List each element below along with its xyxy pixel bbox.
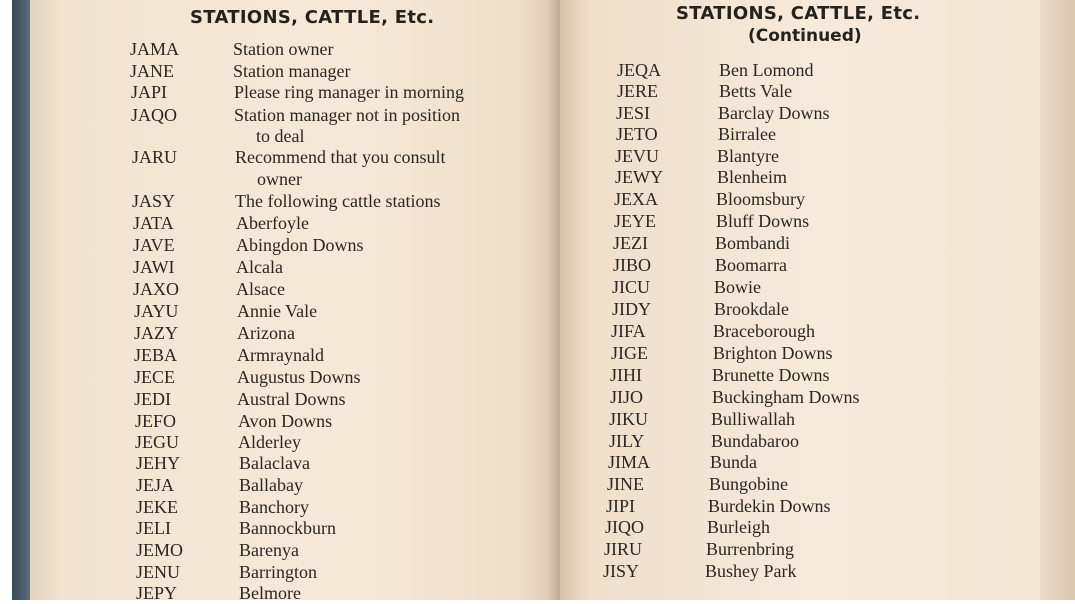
code-word: JIPI [606,496,636,516]
code-word: JEZI [613,233,648,253]
code-meaning: Abingdon Downs [236,235,364,255]
code-meaning: Bundabaroo [711,431,799,451]
code-meaning: Station owner [233,39,334,59]
code-word: JIGE [611,343,648,363]
code-meaning: Birralee [718,124,776,144]
code-word: JEHY [136,453,180,473]
code-word: JEVU [615,146,659,166]
code-word: JEDI [134,389,171,409]
code-word: JASY [132,191,176,211]
code-meaning: Buckingham Downs [712,387,860,407]
left-page-heading: STATIONS, CATTLE, Etc. [190,7,435,28]
code-word: JEBA [134,345,178,365]
code-word: JEMO [136,540,184,560]
code-word: JEQA [617,60,661,80]
code-meaning: Augustus Downs [237,367,361,387]
code-meaning: Station manager [233,61,351,81]
code-meaning: Brunette Downs [712,365,830,385]
code-meaning: Alsace [236,279,285,299]
code-meaning-continuation: owner [257,169,302,189]
code-word: JEGU [135,432,179,452]
code-meaning: Aberfoyle [236,213,309,233]
code-meaning: Ben Lomond [719,60,814,80]
code-word: JETO [616,124,658,144]
code-word: JIMA [608,452,651,472]
code-meaning: Bloomsbury [716,189,806,209]
code-meaning-continuation: to deal [256,126,305,146]
code-meaning: Burleigh [707,517,770,537]
code-word: JEKE [136,497,178,517]
code-word: JIFA [611,321,646,341]
code-word: JICU [612,277,651,297]
code-word: JENU [136,562,180,582]
code-word: JIHI [610,365,642,385]
code-meaning: Bunda [710,452,757,472]
code-meaning: Boomarra [715,255,787,275]
code-word: JECE [134,367,176,387]
code-meaning: Bluff Downs [716,211,810,231]
code-word: JARU [132,147,178,167]
code-meaning: Banchory [239,497,309,517]
code-meaning: The following cattle stations [235,191,441,211]
code-meaning: Bombandi [715,233,790,253]
code-word: JEYE [614,211,656,231]
code-meaning: Barenya [239,540,299,560]
right-page-heading: STATIONS, CATTLE, Etc. [676,3,921,24]
code-meaning: Balaclava [239,453,310,473]
code-meaning: Brighton Downs [713,343,833,363]
code-meaning: Bowie [714,277,761,297]
code-word: JAPI [131,82,168,102]
code-meaning: Austral Downs [237,389,346,409]
code-word: JAYU [134,301,179,321]
code-meaning: Braceborough [713,321,815,341]
code-word: JIKU [609,409,648,429]
code-word: JIBO [613,255,652,275]
code-word: JISY [603,561,640,581]
code-word: JAVE [133,235,175,255]
code-word: JEXA [614,189,658,209]
code-meaning: Ballabay [239,475,303,495]
code-word: JIRU [604,539,643,559]
right-page-subheading: (Continued) [748,26,862,46]
code-meaning: Blantyre [717,146,779,166]
code-meaning: Bannockburn [239,518,336,538]
code-word: JILY [609,431,645,451]
code-word: JIDY [612,299,651,319]
left-page [30,0,560,603]
code-word: JINE [607,474,644,494]
code-word: JESI [616,103,651,123]
code-word: JEJA [136,475,175,495]
code-meaning: Alcala [236,257,283,277]
code-meaning: Bulliwallah [711,409,795,429]
code-word: JATA [133,213,174,233]
page-stack-edge [1040,0,1075,600]
code-meaning: Burrenbring [706,539,794,559]
code-word: JAXO [133,279,180,299]
code-meaning: Belmore [239,583,301,603]
code-meaning: Brookdale [714,299,789,319]
code-word: JIQO [605,517,644,537]
code-word: JEWY [615,167,663,187]
code-meaning: Please ring manager in morning [234,82,464,102]
code-word: JEFO [135,411,177,431]
code-word: JIJO [610,387,644,407]
code-meaning: Alderley [238,432,301,452]
code-meaning: Bushey Park [705,561,797,581]
code-word: JAQO [131,105,178,125]
code-word: JAMA [130,39,180,59]
code-meaning: Annie Vale [237,301,318,321]
code-meaning: Barclay Downs [718,103,830,123]
code-meaning: Arizona [237,323,295,343]
code-word: JANE [130,61,174,81]
code-meaning: Bungobine [709,474,788,494]
code-meaning: Betts Vale [719,81,793,101]
code-meaning: Avon Downs [238,411,333,431]
code-word: JEPY [136,583,178,603]
code-meaning: Station manager not in position [234,105,460,125]
code-word: JERE [617,81,659,101]
code-meaning: Burdekin Downs [708,496,831,516]
right-page [560,0,1065,600]
code-meaning: Blenheim [717,167,787,187]
code-meaning: Barrington [239,562,317,582]
code-meaning: Recommend that you consult [235,147,446,167]
code-meaning: Armraynald [237,345,324,365]
code-word: JAZY [134,323,178,343]
code-word: JAWI [133,257,175,277]
code-word: JELI [136,518,171,538]
